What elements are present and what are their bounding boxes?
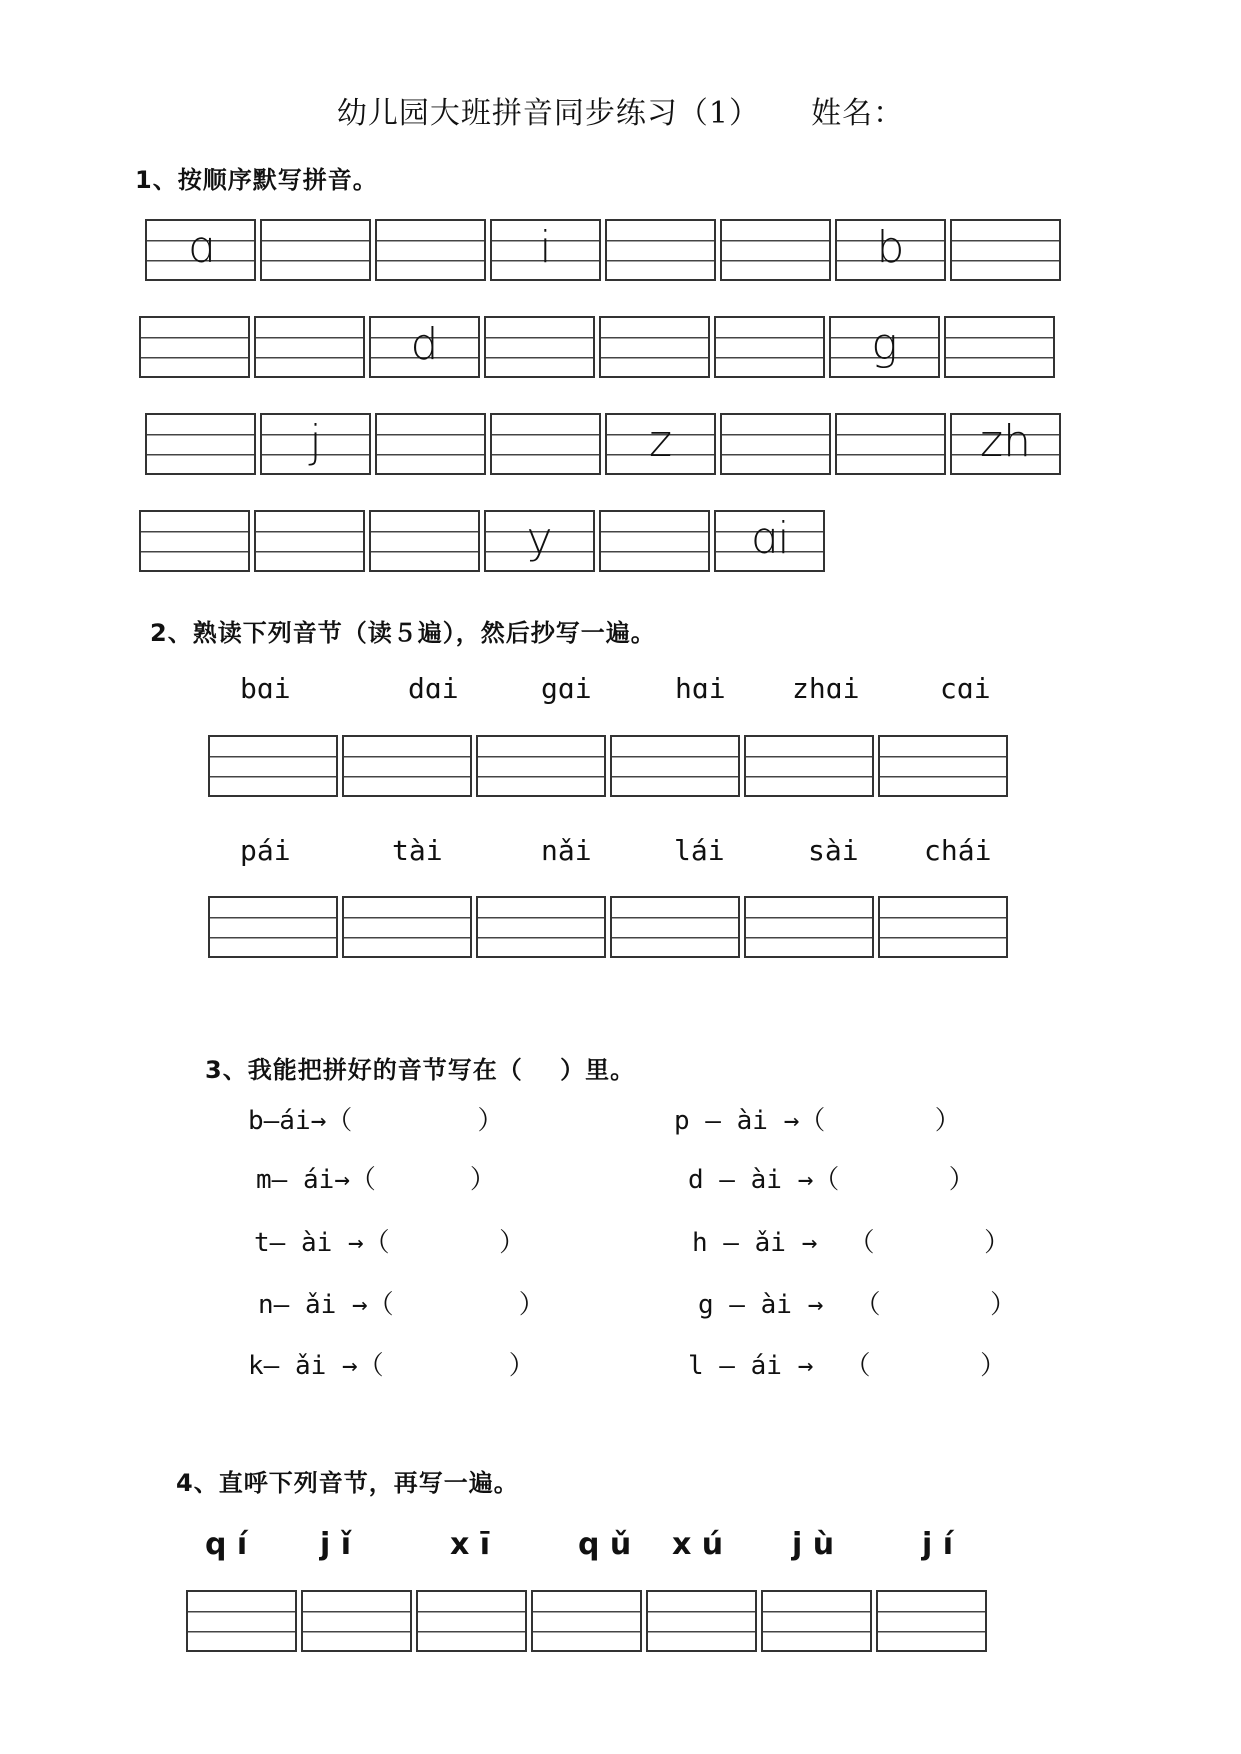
copy-grid-row-1 [208, 735, 1008, 797]
cell-letter: b [876, 222, 905, 273]
exercise-item[interactable]: d — ài →（ ） [688, 1165, 975, 1195]
writing-cell[interactable] [254, 316, 365, 378]
writing-cell[interactable] [342, 896, 472, 958]
writing-cell[interactable] [944, 316, 1055, 378]
writing-cell[interactable] [950, 219, 1061, 281]
section4-heading: 4、直呼下列音节，再写一遍。 [176, 1469, 519, 1497]
syllable: gɑi [541, 672, 592, 705]
writing-cell[interactable] [375, 413, 486, 475]
writing-cell[interactable] [531, 1590, 642, 1652]
writing-cell[interactable] [416, 1590, 527, 1652]
writing-cell[interactable] [646, 1590, 757, 1652]
syllable: bɑi [240, 672, 291, 705]
writing-cell[interactable] [369, 510, 480, 572]
writing-cell[interactable] [490, 219, 601, 281]
syllable: zhɑi [792, 672, 860, 705]
writing-cell[interactable] [254, 510, 365, 572]
writing-cell[interactable] [301, 1590, 412, 1652]
syllable: sài [808, 834, 859, 867]
syllable: chái [924, 834, 992, 867]
cell-letter: j [309, 416, 322, 467]
writing-cell[interactable] [599, 316, 710, 378]
writing-cell[interactable] [599, 510, 710, 572]
writing-cell[interactable] [342, 735, 472, 797]
writing-cell[interactable] [744, 735, 874, 797]
section3-heading: 3、我能把拼好的音节写在（ ）里。 [205, 1056, 636, 1084]
syllable: q ǔ [578, 1527, 632, 1562]
writing-cell[interactable] [720, 413, 831, 475]
writing-cell[interactable] [186, 1590, 297, 1652]
grid-row-2 [139, 316, 1055, 378]
writing-cell[interactable] [605, 219, 716, 281]
syllable: hɑi [675, 672, 726, 705]
exercise-item[interactable]: l — ái → （ ） [688, 1351, 1007, 1381]
syllable: tài [392, 834, 443, 867]
writing-cell[interactable] [720, 219, 831, 281]
cell-letter: g [871, 319, 898, 370]
grid-row-3 [145, 413, 1061, 475]
exercise-item[interactable]: g — ài → （ ） [698, 1290, 1017, 1320]
writing-cell[interactable] [835, 219, 946, 281]
writing-cell[interactable] [878, 735, 1008, 797]
exercise-item[interactable]: m— ái→（ ） [256, 1165, 496, 1195]
writing-cell[interactable] [484, 510, 595, 572]
writing-cell[interactable] [139, 510, 250, 572]
writing-cell[interactable] [145, 219, 256, 281]
writing-cell[interactable] [829, 316, 940, 378]
writing-cell[interactable] [714, 316, 825, 378]
cell-letter: ɑi [749, 513, 790, 564]
writing-cell[interactable] [605, 413, 716, 475]
cell-letter: zh [980, 416, 1031, 467]
syllable: dɑi [408, 672, 459, 705]
writing-cell[interactable] [835, 413, 946, 475]
syllable: x ī [450, 1527, 491, 1562]
writing-cell[interactable] [714, 510, 825, 572]
writing-cell[interactable] [369, 316, 480, 378]
syllable: q í [205, 1527, 248, 1562]
exercise-item[interactable]: h — ǎi → （ ） [692, 1228, 1011, 1258]
writing-cell[interactable] [476, 735, 606, 797]
exercise-item[interactable]: p — ài →（ ） [674, 1106, 961, 1136]
syllable: j ǐ [320, 1527, 352, 1562]
cell-letter: i [539, 222, 552, 273]
copy-grid-row-3 [186, 1590, 987, 1652]
writing-cell[interactable] [761, 1590, 872, 1652]
syllable: j ù [792, 1527, 835, 1562]
writing-cell[interactable] [208, 735, 338, 797]
writing-cell[interactable] [375, 219, 486, 281]
name-label: 姓名： [811, 96, 905, 131]
cell-letter: y [526, 513, 553, 564]
syllable: nǎi [541, 834, 592, 867]
writing-cell[interactable] [260, 413, 371, 475]
cell-letter: d [410, 319, 439, 370]
syllable: pái [240, 834, 291, 867]
syllable: x ú [672, 1527, 724, 1562]
writing-cell[interactable] [139, 316, 250, 378]
section1-heading: 1、按顺序默写拼音。 [135, 166, 378, 194]
exercise-item[interactable]: t— ài →（ ） [254, 1228, 526, 1258]
cell-letter: z [648, 416, 673, 467]
writing-cell[interactable] [476, 896, 606, 958]
writing-cell[interactable] [208, 896, 338, 958]
copy-grid-row-2 [208, 896, 1008, 958]
writing-cell[interactable] [610, 896, 740, 958]
writing-cell[interactable] [145, 413, 256, 475]
exercise-item[interactable]: n— ǎi →（ ） [258, 1290, 545, 1320]
exercise-item[interactable]: k— ǎi →（ ） [248, 1351, 535, 1381]
syllable: cɑi [940, 672, 991, 705]
writing-cell[interactable] [876, 1590, 987, 1652]
worksheet-title: 幼儿园大班拼音同步练习（1） [336, 96, 760, 131]
writing-cell[interactable] [610, 735, 740, 797]
writing-cell[interactable] [490, 413, 601, 475]
syllable: lái [674, 834, 725, 867]
grid-row-1 [145, 219, 1061, 281]
exercise-item[interactable]: b—ái→（ ） [248, 1106, 504, 1136]
grid-row-4 [139, 510, 825, 572]
writing-cell[interactable] [484, 316, 595, 378]
page-title [0, 88, 1241, 132]
cell-letter: ɑ [186, 222, 215, 273]
writing-cell[interactable] [950, 413, 1061, 475]
section2-heading: 2、熟读下列音节（读５遍），然后抄写一遍。 [150, 619, 656, 647]
writing-cell[interactable] [878, 896, 1008, 958]
syllable: j í [922, 1527, 954, 1562]
writing-cell[interactable] [260, 219, 371, 281]
writing-cell[interactable] [744, 896, 874, 958]
